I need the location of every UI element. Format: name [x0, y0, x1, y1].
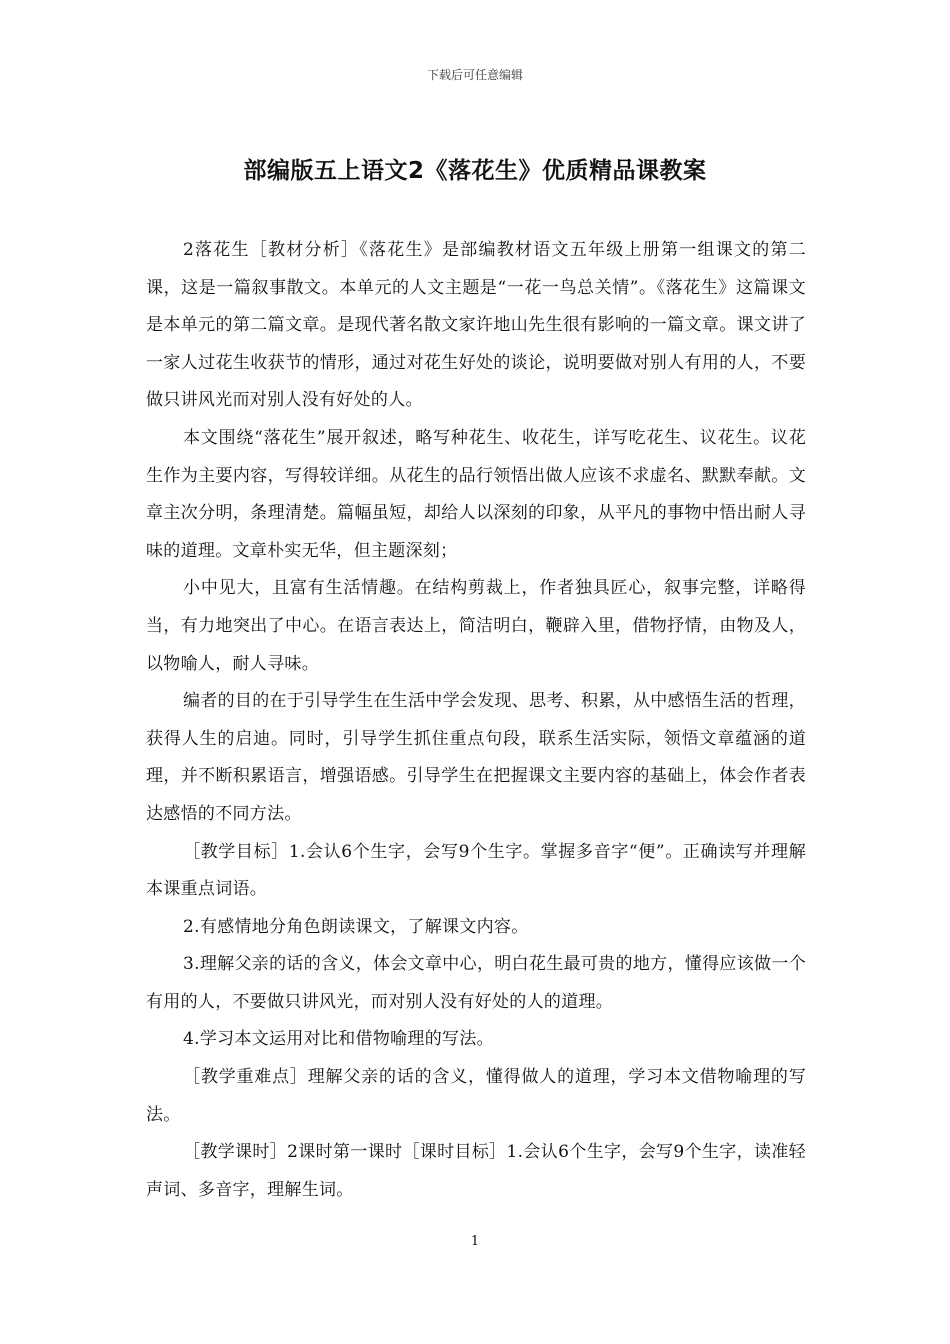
document-body	[146, 232, 806, 1209]
page-number: 1	[470, 1234, 480, 1249]
paragraph-key-difficulties: ［教学重难点］理解父亲的话的含义，懂得做人的道理，学习本文借物喻理的写法。	[146, 1067, 806, 1125]
page-header-note: 下载后可任意编辑	[426, 68, 523, 82]
paragraph-teaching-material-analysis: 2落花生［教材分析］《落花生》是部编教材语文五年级上册第一组课文的第二课，这是一篇叙事散文。本单元的人文主题是“一花一鸟总关情”。《落花生》这篇课文是本单元的第二篇文章。是现代著名散文家许地山先生很有影响的一篇文章。课文讲了一家人过花生收获节的情形，通过对花生好处的谈论，说明要做对别人有用的人，不要做只讲风光而对别人没有好处的人。	[146, 240, 806, 411]
paragraph-teaching-goal-1: ［教学目标］1.会认6个生字，会写9个生字。掌握多音字“便”。正确读写并理解本课重点词语。	[146, 841, 806, 900]
paragraph-teaching-goal-2: 2.有感情地分角色朗读课文，了解课文内容。	[183, 916, 529, 937]
paragraph-teaching-goal-3: 3.理解父亲的话的含义，体会文章中心，明白花生最可贵的地方，懂得应该做一个有用的人，不要做只讲风光，而对别人没有好处的人的道理。	[146, 954, 806, 1012]
paragraph-teaching-goal-4: 4.学习本文运用对比和借物喻理的写法。	[183, 1029, 494, 1050]
paragraph-writing-features: 小中见大，且富有生活情趣。在结构剪裁上，作者独具匠心，叙事完整，详略得当，有力地突出了中心。在语言表达上，简洁明白，鞭辟入里，借物抒情，由物及人，以物喻人，耐人寻味。	[146, 578, 806, 674]
paragraph-lesson-hours: ［教学课时］2课时第一课时［课时目标］1.会认6个生字，会写9个生字，读准轻声词、多音字，理解生词。	[146, 1142, 806, 1200]
paragraph-narrative-structure: 本文围绕“落花生”展开叙述，略写种花生、收花生，详写吃花生、议花生。议花生作为主要内容，写得较详细。从花生的品行领悟出做人应该不求虚名、默默奉献。文章主次分明，条理清楚。篇幅虽短，却给人以深刻的印象，从平凡的事物中悟出耐人寻味的道理。文章朴实无华，但主题深刻；	[146, 427, 806, 561]
document-title: 部编版五上语文2《落花生》优质精品课教案	[243, 158, 707, 184]
paragraph-editor-intent: 编者的目的在于引导学生在生活中学会发现、思考、积累，从中感悟生活的哲理，获得人生的启迪。同时，引导学生抓住重点句段，联系生活实际，领悟文章蕴涵的道理，并不断积累语言，增强语感。引导学生在把握课文主要内容的基础上，体会作者表达感悟的不同方法。	[146, 691, 806, 824]
